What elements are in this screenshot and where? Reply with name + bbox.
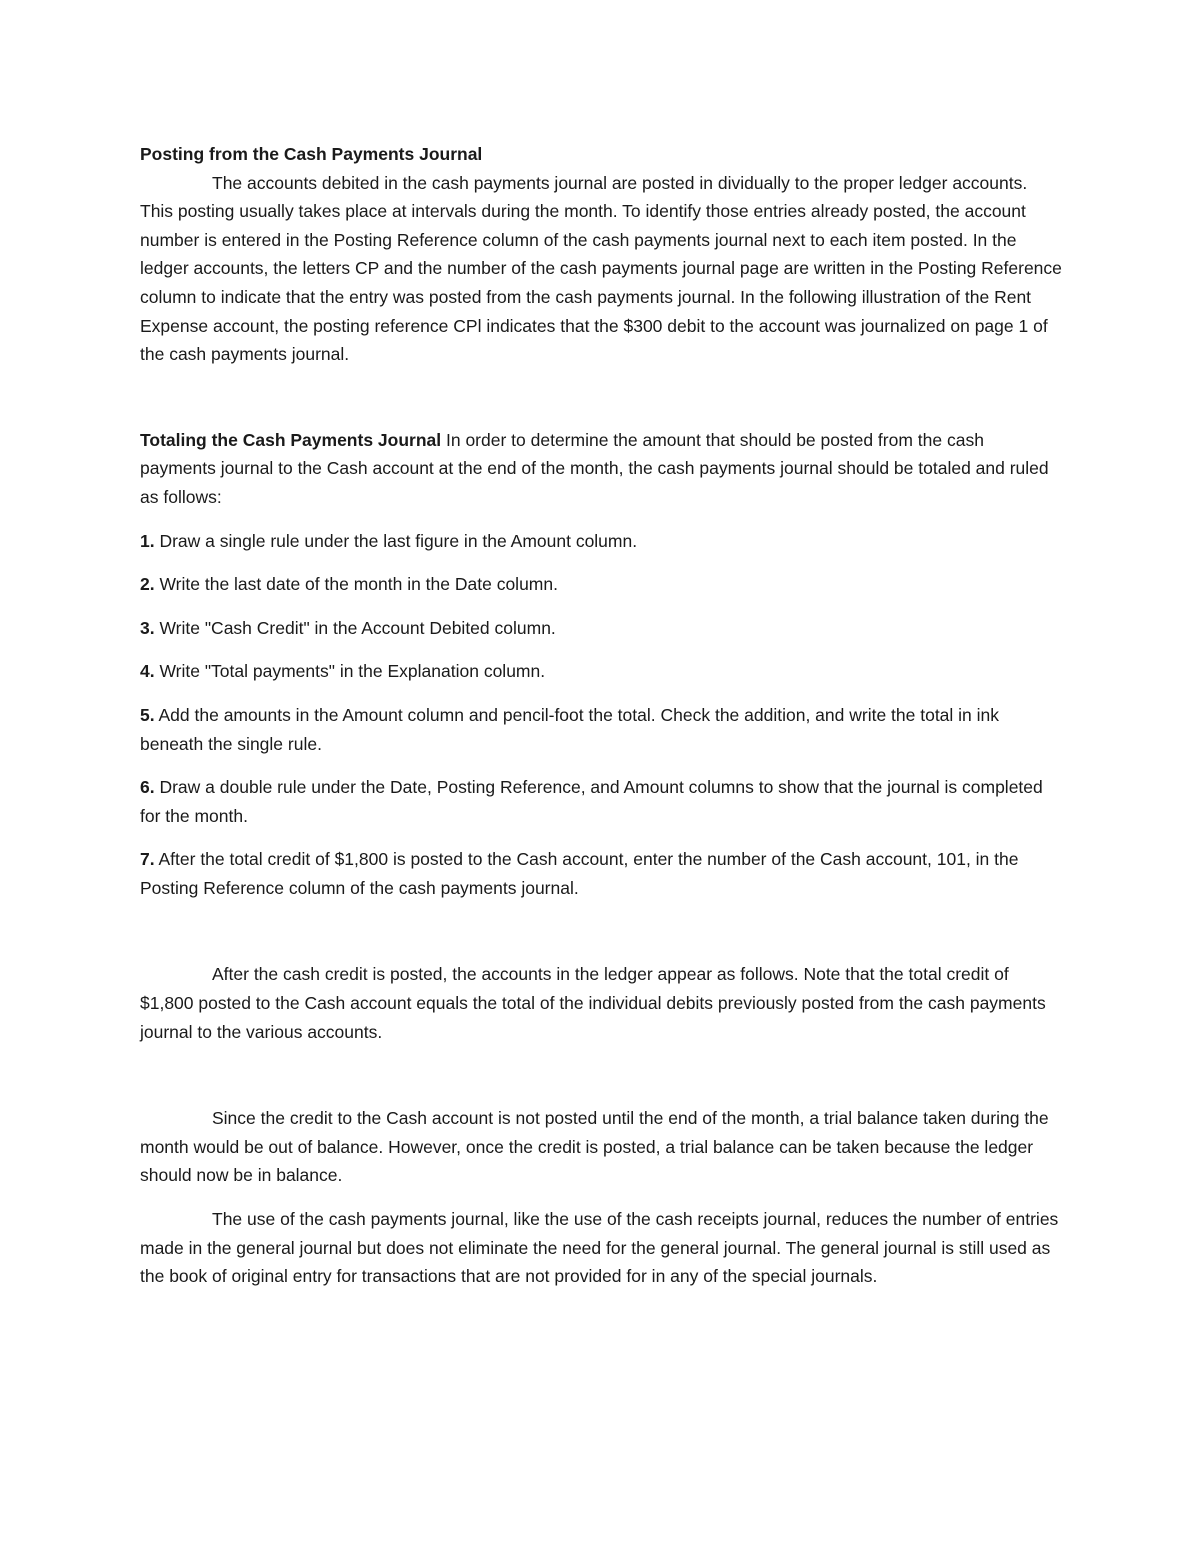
paragraph-general-journal: The use of the cash payments journal, like the use of the cash receipts journal, reduces the number of entries made in the general journal but does not eliminate the need for the general journal. The general journal is still used as the book of original entry for transactions that are not provided for in any of the special journals. xyxy=(140,1209,1059,1287)
paragraph-totaling xyxy=(140,426,1062,512)
list-item-3 xyxy=(140,614,1062,643)
list-text: After the total credit of $1,800 is posted to the Cash account, enter the number of the Cash account, 101, in the Posting Reference column of the cash payments journal. xyxy=(140,849,1019,898)
list-item-6 xyxy=(140,773,1062,830)
section-heading: Posting from the Cash Payments Journal xyxy=(140,144,483,164)
list-text: Add the amounts in the Amount column and pencil-foot the total. Check the addition, and write the total in ink beneath the single rule. xyxy=(140,704,1000,754)
list-text: Draw a double rule under the Date, Posting Reference, and Amount columns to show that the journal is completed for the month. xyxy=(140,777,1043,826)
list-number: 4. xyxy=(140,661,155,682)
totaling-heading: Totaling the Cash Payments Journal xyxy=(140,429,442,450)
list-item-4 xyxy=(140,657,1062,686)
list-number: 2. xyxy=(140,574,155,595)
list-item-2 xyxy=(140,570,1062,599)
list-item-7 xyxy=(140,845,1062,902)
paragraph-posting: The accounts debited in the cash payments journal are posted in dividually to the proper ledger accounts. This posting usually takes place at intervals during the month. To identify those entries already posted, the account number is entered in the Posting Reference column of the cash payments journal next to each item posted. In the ledger accounts, the letters CP and the number of the cash payments journal page are written in the Posting Reference column to indicate that the entry was posted from the cash payments journal. In the following illustration of the Rent Expense account, the posting reference CPl indicates that the $300 debit to the account was journalized on page 1 of the cash payments journal. xyxy=(140,172,1062,365)
list-number: 3. xyxy=(140,617,155,638)
list-text: Write "Total payments" in the Explanation column. xyxy=(154,661,546,682)
spacer xyxy=(140,902,1062,960)
list-text: Write the last date of the month in the Date column. xyxy=(154,574,558,595)
list-item-5 xyxy=(140,701,1062,758)
list-number: 5. xyxy=(140,704,155,725)
list-item-1 xyxy=(140,527,1062,556)
list-number: 1. xyxy=(140,530,155,551)
spacer xyxy=(140,1046,1062,1104)
totaling-text: In order to determine the amount that should be posted from the cash payments journal to the Cash account at the end of the month, the cash payments journal should be totaled and ruled as follows: xyxy=(140,429,1049,507)
paragraph-after-posting: After the cash credit is posted, the accounts in the ledger appear as follows. Note that the total credit of $1,800 posted to the Cash account equals the total of the individual debits previously posted from the cash payments journal to the various accounts. xyxy=(140,964,1046,1042)
document-page xyxy=(140,140,1062,1291)
list-number: 7. xyxy=(140,849,155,870)
paragraph-trial-balance: Since the credit to the Cash account is not posted until the end of the month, a trial balance taken during the month would be out of balance. However, once the credit is posted, a trial balance can be taken because the ledger should now be in balance. xyxy=(140,1108,1049,1186)
list-text: Write "Cash Credit" in the Account Debited column. xyxy=(154,617,556,638)
list-text: Draw a single rule under the last figure in the Amount column. xyxy=(154,530,638,551)
list-number: 6. xyxy=(140,777,155,798)
spacer xyxy=(140,369,1062,426)
